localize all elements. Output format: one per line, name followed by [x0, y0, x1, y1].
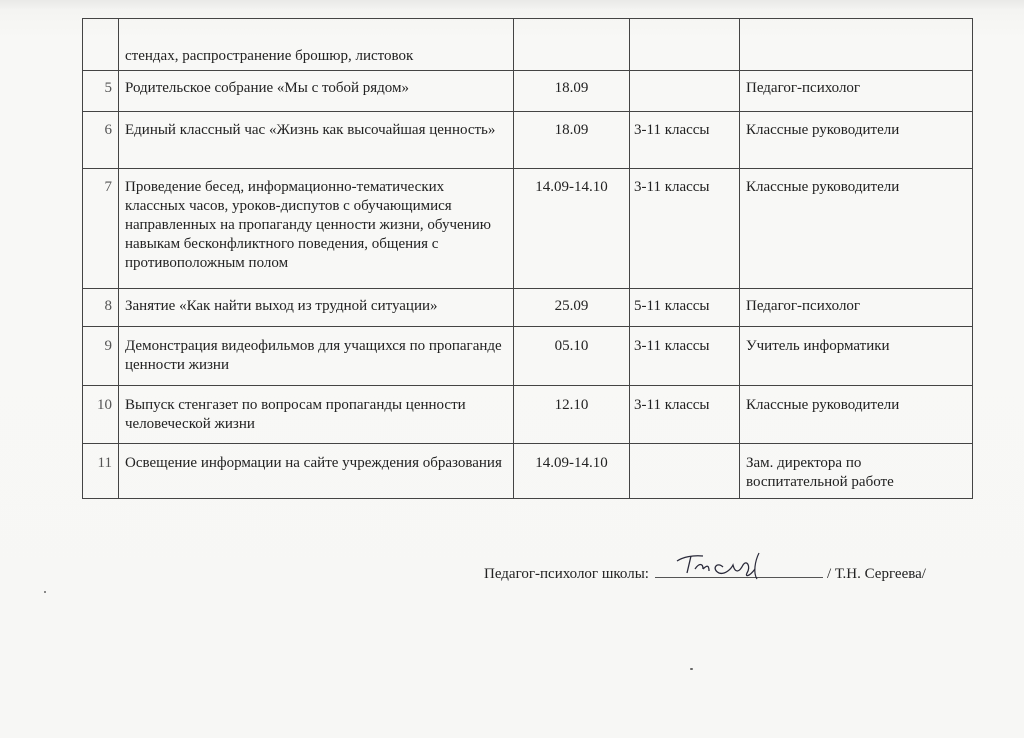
classes-cell: 5-11 классы	[630, 289, 740, 327]
table-row	[83, 169, 973, 289]
row-number: 9	[83, 327, 119, 386]
signature-block	[484, 561, 926, 583]
table-row	[83, 386, 973, 444]
activity-cell: Занятие «Как найти выход из трудной ситуации»	[119, 289, 514, 327]
date-cell	[514, 19, 630, 71]
classes-cell	[630, 71, 740, 112]
row-number: 8	[83, 289, 119, 327]
row-number: 7	[83, 169, 119, 289]
classes-cell: 3-11 классы	[630, 112, 740, 169]
row-number: 11	[83, 444, 119, 499]
row-number: 5	[83, 71, 119, 112]
classes-cell: 3-11 классы	[630, 386, 740, 444]
responsible-cell: Учитель информатики	[740, 327, 973, 386]
responsible-cell: Классные руководители	[740, 386, 973, 444]
date-cell: 12.10	[514, 386, 630, 444]
activity-plan-table	[82, 18, 973, 499]
classes-cell	[630, 19, 740, 71]
activity-cell: Демонстрация видеофильмов для учащихся по пропаганде ценности жизни	[119, 327, 514, 386]
responsible-cell: Педагог-психолог	[740, 289, 973, 327]
date-cell: 18.09	[514, 71, 630, 112]
signature-field	[655, 561, 823, 578]
date-cell: 14.09-14.10	[514, 169, 630, 289]
classes-cell: 3-11 классы	[630, 169, 740, 289]
handwritten-signature	[673, 547, 803, 581]
table-row	[83, 112, 973, 169]
activity-cell: Освещение информации на сайте учреждения образования	[119, 444, 514, 499]
activity-cell: Выпуск стенгазет по вопросам пропаганды ценности человеческой жизни	[119, 386, 514, 444]
table-row	[83, 327, 973, 386]
row-number: 6	[83, 112, 119, 169]
date-cell: 05.10	[514, 327, 630, 386]
date-cell: 25.09	[514, 289, 630, 327]
table-row	[83, 289, 973, 327]
signer-position-label: Педагог-психолог школы:	[484, 566, 649, 582]
classes-cell: 3-11 классы	[630, 327, 740, 386]
classes-cell	[630, 444, 740, 499]
responsible-cell	[740, 19, 973, 71]
table-row	[83, 71, 973, 112]
activity-cell: Проведение бесед, информационно-тематических классных часов, уроков-диспутов с обучающимися направленных на пропаганду ценности жизни, обучению навыкам бесконфликтного поведения, общения с противоположным полом	[119, 169, 514, 289]
table-row	[83, 444, 973, 499]
activity-cell: Единый классный час «Жизнь как высочайшая ценность»	[119, 112, 514, 169]
activity-cell: стендах, распространение брошюр, листовок	[119, 19, 514, 71]
responsible-cell: Педагог-психолог	[740, 71, 973, 112]
signer-name: / Т.Н. Сергеева/	[826, 566, 926, 582]
scan-speck	[44, 591, 46, 593]
responsible-cell: Зам. директора по воспитательной работе	[740, 444, 973, 499]
date-cell: 18.09	[514, 112, 630, 169]
table-row	[83, 19, 973, 71]
responsible-cell: Классные руководители	[740, 112, 973, 169]
scan-speck	[690, 668, 693, 670]
activity-cell: Родительское собрание «Мы с тобой рядом»	[119, 71, 514, 112]
row-number: 10	[83, 386, 119, 444]
row-number	[83, 19, 119, 71]
responsible-cell: Классные руководители	[740, 169, 973, 289]
date-cell: 14.09-14.10	[514, 444, 630, 499]
